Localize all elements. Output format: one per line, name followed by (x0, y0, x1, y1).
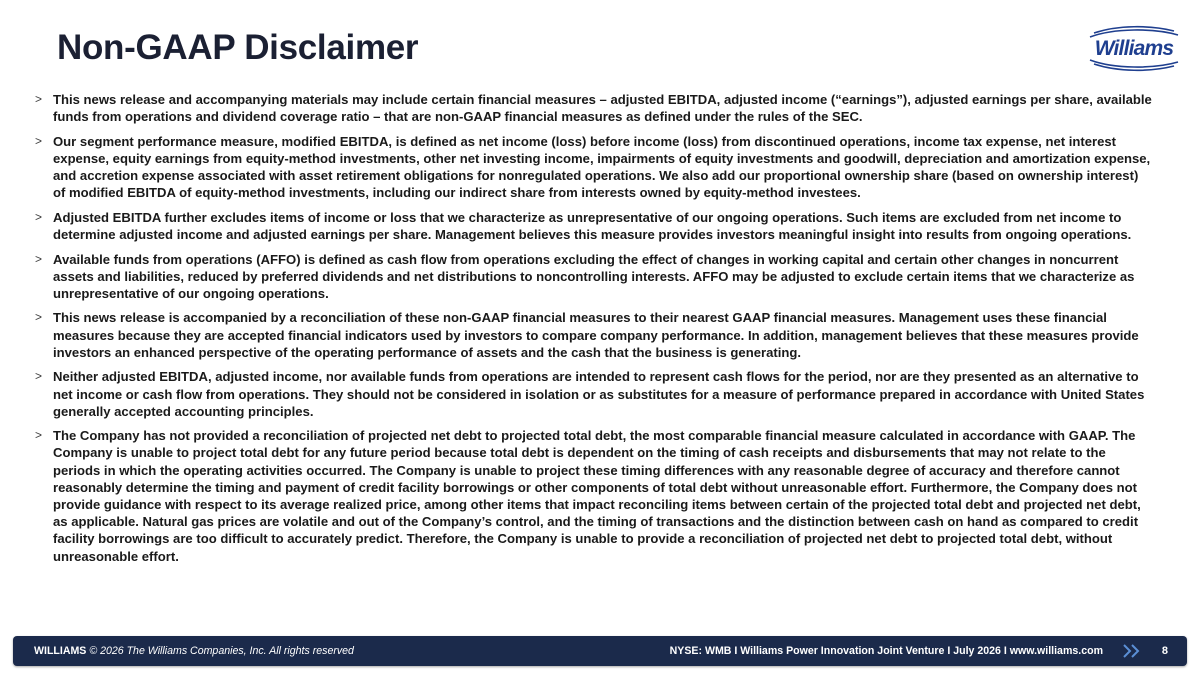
footer-info: NYSE: WMB I Williams Power Innovation Joint Venture I July 2026 I www.williams.com (669, 645, 1103, 657)
double-chevron-right-icon (1121, 643, 1143, 659)
bullet-marker: > (35, 133, 43, 148)
bullet-text: The Company has not provided a reconciliation of projected net debt to projected total debt, the most comparable financial measure calculated in accordance with GAAP. The Company is unable to project total debt for any future period because total debt is dependent on the timing of cash receipts and disbursements that may not relate to the periods in which the operating activities occurred. The Company is unable to project these timing differences with any reasonable degree of accuracy and therefore cannot reasonably determine the timing and payment of credit facility borrowings or other components of total debt without unreasonable effort. Furthermore, the Company does not provide guidance with respect to its average realized price, among other items that impact reconciling items between certain of the projected total debt and projected net debt, as applicable. Natural gas prices are volatile and out of the Company’s control, and the timing of transactions and the distinction between cash on hand as compared to credit facility borrowings are too difficult to accurately predict. Therefore, the Company is unable to provide a reconciliation of projected net debt to projected total debt, without unreasonable effort. (53, 428, 1141, 564)
list-item (35, 91, 1153, 125)
list-item (35, 309, 1153, 361)
list-item (35, 209, 1153, 243)
page-title: Non-GAAP Disclaimer (57, 28, 419, 67)
footer-copyright-text: © 2026 The Williams Companies, Inc. All rights reserved (89, 645, 354, 657)
footer-brand: WILLIAMS (34, 645, 87, 657)
footer-bar (13, 636, 1187, 666)
list-item (35, 133, 1153, 202)
bullet-marker: > (35, 92, 43, 106)
logo-text: Williams (1094, 37, 1174, 60)
list-item (35, 251, 1153, 303)
bullet-text: This news release and accompanying materials may include certain financial measures – adjusted EBITDA, adjusted income (“earnings”), adjusted earnings per share, available funds from operations and dividend coverage ratio – that are non-GAAP financial measures as defined under the rules of the SEC. (53, 92, 1152, 125)
bullet-marker: > (35, 251, 43, 266)
bullet-marker: > (35, 310, 43, 325)
bullet-text: Available funds from operations (AFFO) is defined as cash flow from operations excluding the effect of changes in working capital and certain other changes in noncurrent assets and liabilities, reduced by preferred dividends and net distributions to noncontrolling interests. AFFO may be adjusted to exclude certain items that we characterize as unrepresentative of our ongoing operations. (53, 251, 1135, 301)
bullet-text: Our segment performance measure, modified EBITDA, is defined as net income (loss) before income (loss) from discontinued operations, income tax expense, net interest expense, equity earnings from equity-method investments, other net investing income, impairments of equity investments and goodwill, depreciation and amortization expense, and accretion expense associated with asset retirement obligations for nonregulated operations. We also add our proportional ownership share (based on ownership interest) of modified EBITDA of equity-method investments, including our indirect share from interests owned by equity-method investees. (53, 133, 1151, 201)
bullet-text: This news release is accompanied by a reconciliation of these non-GAAP financial measures to their nearest GAAP financial measures. Management uses these financial measures because they are accepted financial indicators used by investors to compare company performance. In addition, management believes that these measures provide investors an enhanced perspective of the operating performance of assets and the cash that the business is generating. (53, 310, 1139, 360)
disclaimer-list (35, 91, 1153, 572)
list-item (35, 427, 1153, 565)
bullet-marker: > (35, 209, 43, 224)
bullet-text: Neither adjusted EBITDA, adjusted income, nor available funds from operations are intended to represent cash flows for the period, nor are they presented as an alternative to net income or cash flow from operations. They should not be considered in isolation or as substitutes for a measure of performance prepared in accordance with United States generally accepted accounting principles. (53, 369, 1145, 419)
bullet-marker: > (35, 428, 43, 443)
bullet-text: Adjusted EBITDA further excludes items of income or loss that we characterize as unrepresentative of our ongoing operations. Such items are excluded from net income to determine adjusted income and adjusted earnings per share. Management believes this measure provides investors meaningful insight into results from ongoing operations. (53, 209, 1132, 243)
list-item (35, 368, 1153, 420)
williams-logo (1084, 24, 1184, 74)
bullet-marker: > (35, 369, 43, 384)
footer-copyright (34, 636, 354, 666)
page-number: 8 (1161, 645, 1168, 657)
